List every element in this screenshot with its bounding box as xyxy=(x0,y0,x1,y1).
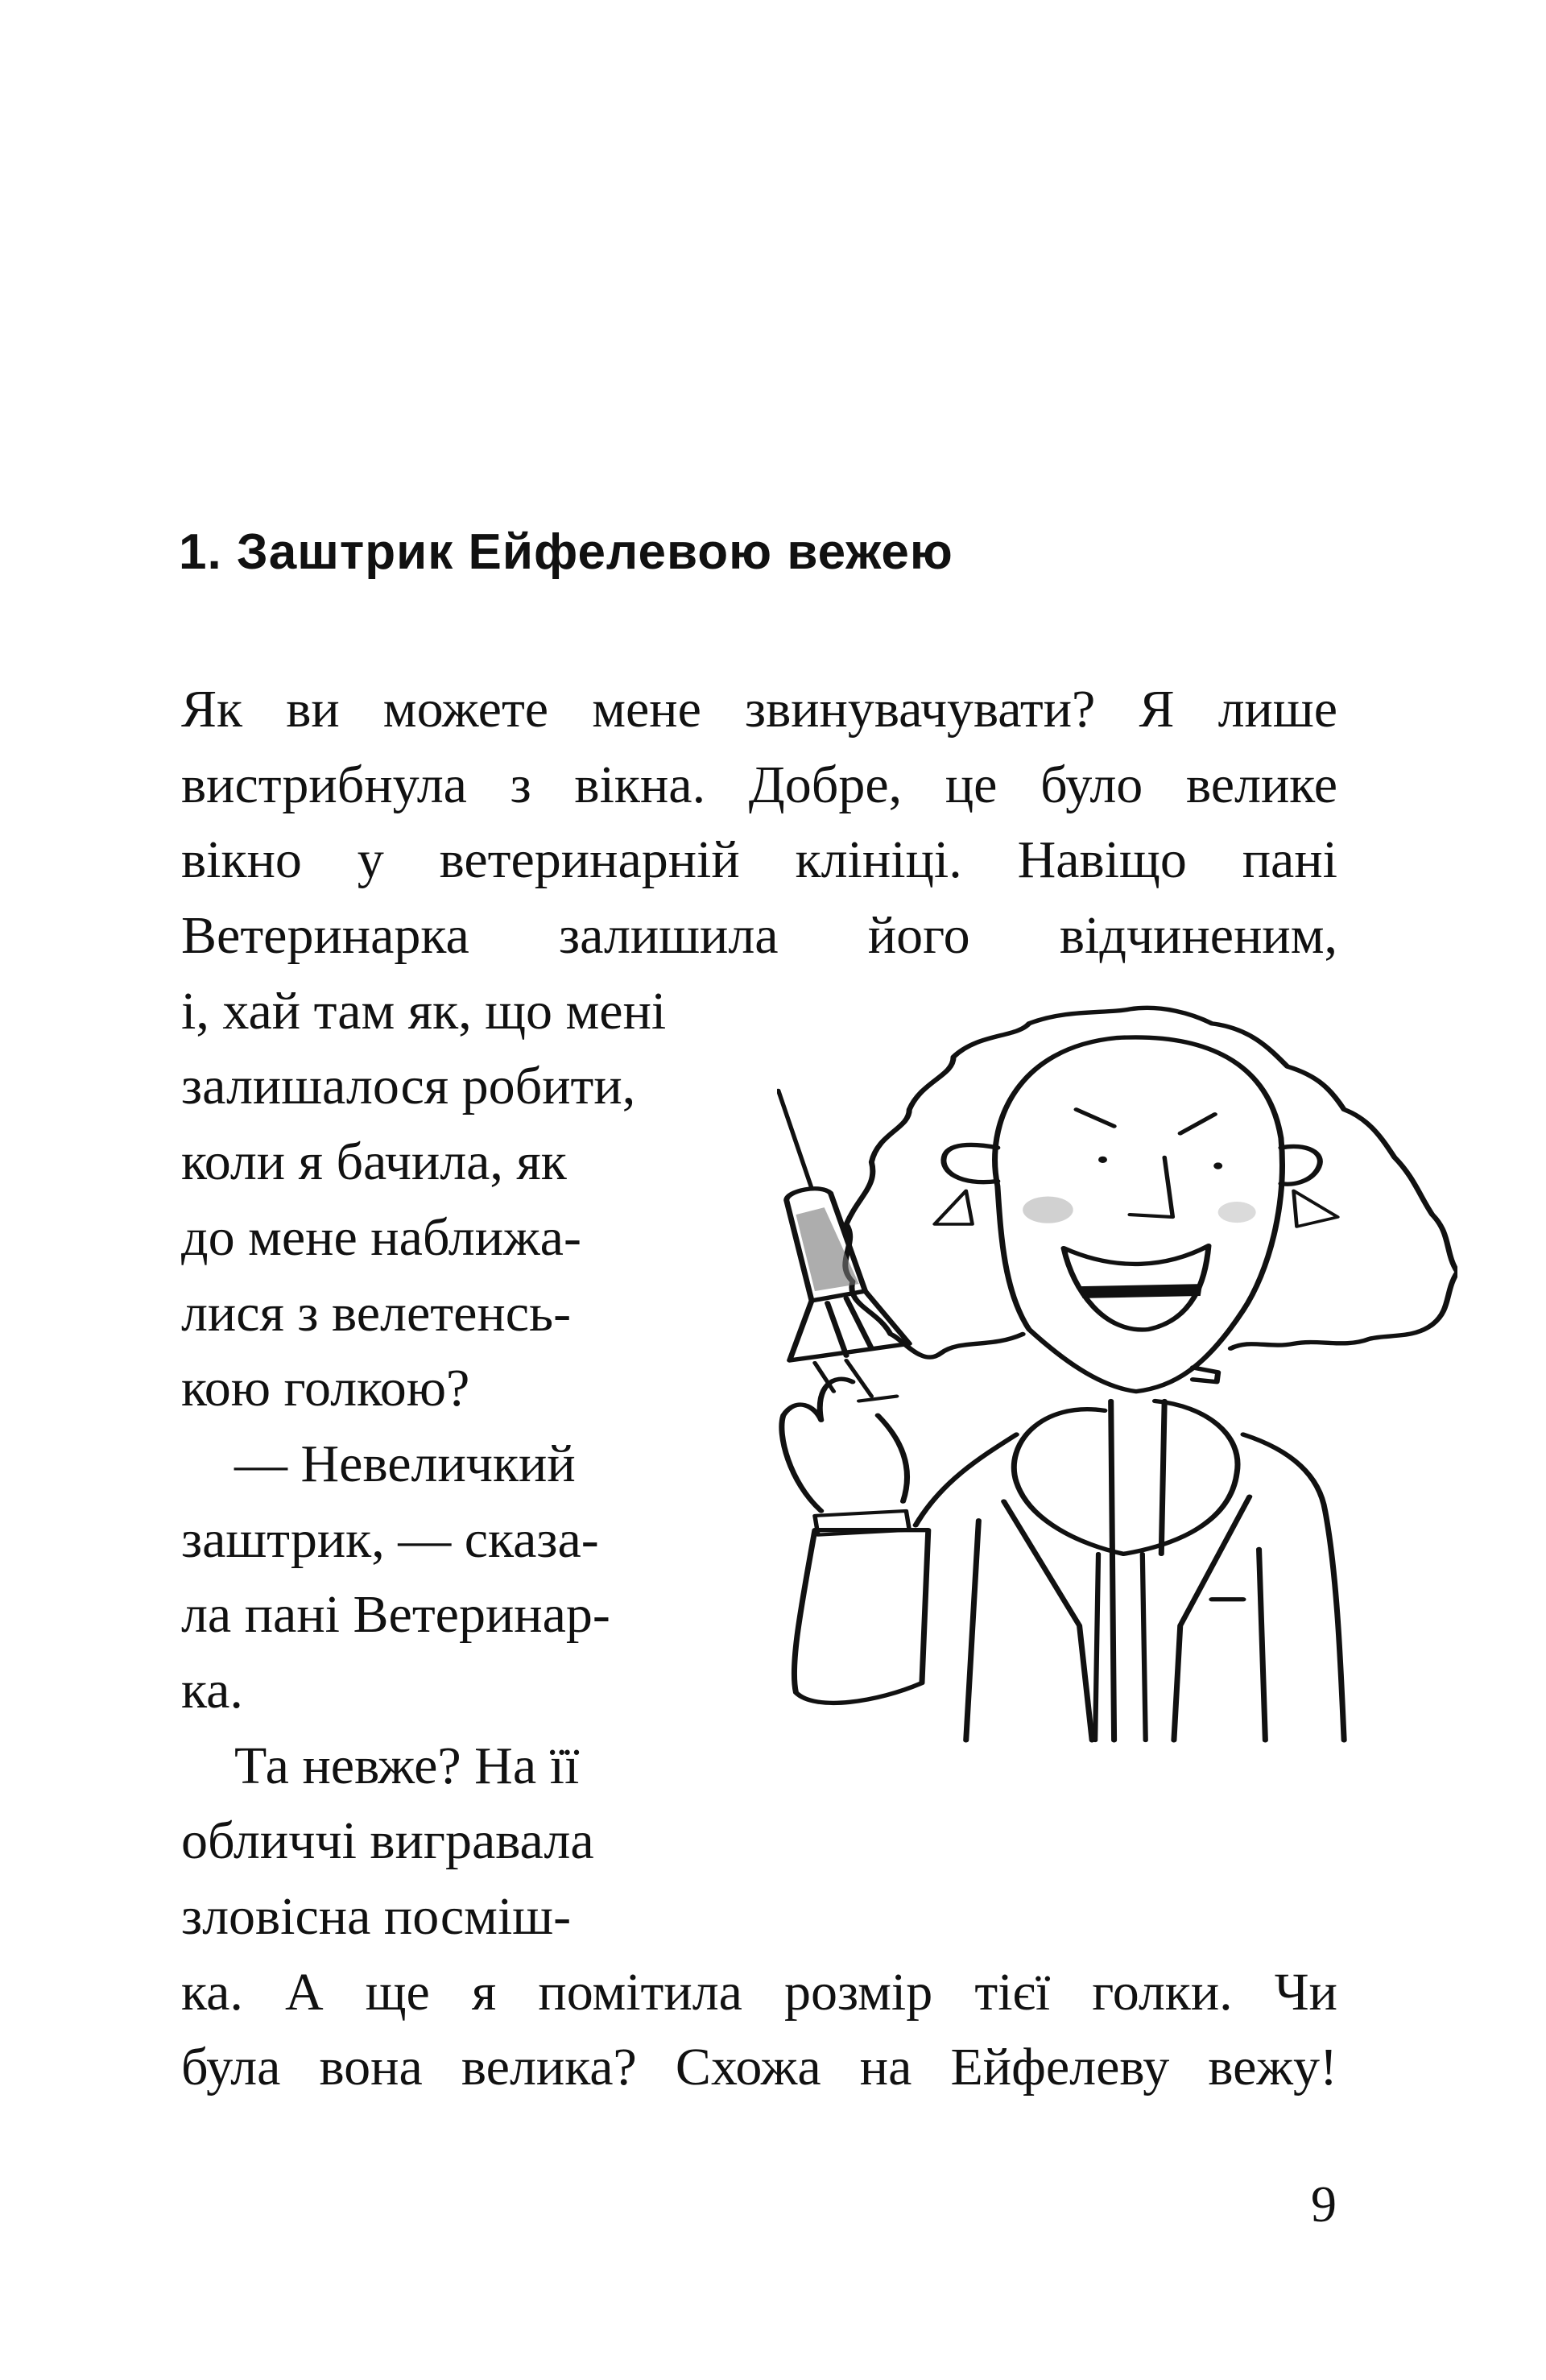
text-line: Та невже? На її xyxy=(234,1736,580,1795)
text-line: ка. xyxy=(181,1660,243,1720)
brow-left xyxy=(1077,1110,1114,1127)
ear-left xyxy=(944,1144,998,1182)
shirt xyxy=(1111,1401,1165,1740)
text-line: вистрибнула з вікна. Добре, це було велике xyxy=(181,755,1337,814)
text-line: була вона велика? Схожа на Ейфелеву вежу! xyxy=(181,2038,1337,2097)
nose xyxy=(1130,1157,1172,1217)
text-line: ка. А ще я помітила розмір тієї голки. Чи xyxy=(181,1962,1337,2022)
syringe-plunger xyxy=(790,1291,910,1360)
text-line: вікно у ветеринарній клініці. Навіщо пані xyxy=(181,830,1337,890)
text-line: до мене наближа- xyxy=(181,1207,581,1267)
brow-right xyxy=(1180,1114,1215,1133)
coat xyxy=(916,1434,1344,1741)
text-line: ла пані Ветеринар- xyxy=(181,1585,610,1645)
page-number: 9 xyxy=(1311,2175,1337,2233)
hair xyxy=(845,1008,1457,1357)
text-line: і, хай там як, що мені xyxy=(181,981,667,1041)
veterinarian-illustration xyxy=(777,1004,1457,1941)
text-line: залишалося робити, xyxy=(181,1057,636,1116)
text-line: Ветеринарка залишила його відчиненим, xyxy=(181,906,1337,966)
stethoscope xyxy=(1014,1401,1238,1554)
text-line: обличчі вигравала xyxy=(181,1811,594,1871)
text-line: кою голкою? xyxy=(181,1359,470,1418)
text-line: зловісна посміш- xyxy=(181,1887,572,1946)
text-line: коли я бачила, як xyxy=(181,1132,567,1192)
earring-left xyxy=(935,1190,973,1224)
text-line: лися з велетенсь- xyxy=(181,1283,572,1343)
syringe-needle xyxy=(779,1091,812,1189)
text-line: заштрик, — сказа- xyxy=(181,1509,599,1569)
text-line: — Невеличкий xyxy=(234,1434,576,1493)
sleeve xyxy=(794,1530,928,1703)
chapter-title: 1. Заштрик Ейфелевою вежею xyxy=(179,524,953,580)
ear-right xyxy=(1281,1146,1320,1184)
neck-collar xyxy=(1193,1368,1217,1382)
earring-right xyxy=(1294,1190,1338,1227)
text-line: Як ви можете мене звинувачувати? Я лише xyxy=(181,680,1337,739)
